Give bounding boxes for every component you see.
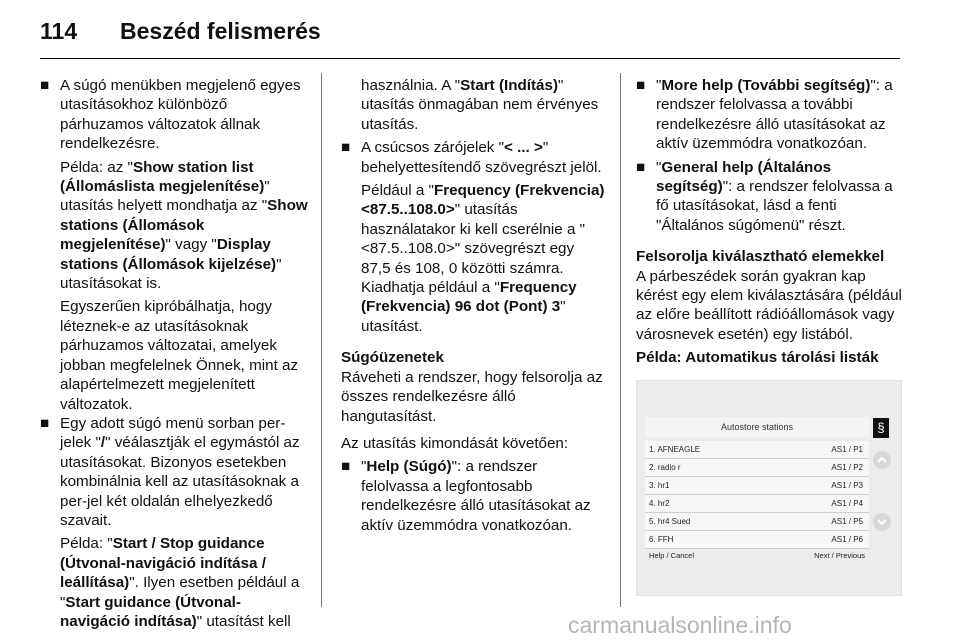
- station-name: 4. hr2: [649, 499, 670, 508]
- bullet-icon: ■: [341, 458, 351, 476]
- page-header: [0, 0, 960, 58]
- paragraph: Az utasítás kimondását követően:: [341, 434, 569, 452]
- station-name: 2. radio r: [649, 463, 681, 472]
- station-name: 3. hr1: [649, 481, 670, 490]
- station-preset: AS1 / P5: [831, 517, 863, 526]
- column-1: [40, 76, 308, 631]
- bullet-item: [636, 76, 906, 154]
- bullet-item: [40, 76, 308, 154]
- paragraph: Ráveheti a rendszer, hogy felsorolja az összes rendelkezésre álló hangutasítást.: [341, 368, 603, 425]
- example-paragraph: Példa: "Start / Stop guidance (Útvonal-navigáció indítása / leállítása)". Ilyen esetben például a "Start guidance (Útvonal-navigáció indítása)" utasítást kell: [60, 535, 300, 630]
- paragraph: Egy adott súgó menü sorban per-jelek "/" véálasztják el egymástól az utasításokat. Bizonyos esetekben kombinálnia kell az utasításoknak a per-jel két oldalán elhelyezkedő szavait.: [60, 414, 300, 529]
- next-previous-label: Next / Previous: [814, 551, 865, 560]
- paragraph: A párbeszédek során gyakran kap kérést egy elem kiválasztására (például az előre beállított rádióállomások vagy városnevek esetén) egy listából.: [636, 267, 902, 343]
- station-preset: AS1 / P2: [831, 463, 863, 472]
- bullet-item: [40, 414, 308, 530]
- column-2: [341, 76, 605, 535]
- bullet-icon: ■: [40, 414, 50, 432]
- display-screenshot: [636, 380, 902, 596]
- paragraph: "General help (Általános segítség)": a rendszer felolvassa a fő utasításokat, lásd a fenti "Általános súgómenü" részt.: [656, 158, 893, 234]
- paragraph: "More help (További segítség)": a rendszer felolvassa a további rendelkezésre álló utasításokat az aktív üzemmódra vonatkozóan.: [656, 77, 893, 153]
- station-preset: AS1 / P6: [831, 535, 863, 544]
- bullet-icon: ■: [636, 77, 646, 94]
- paragraph: Egyszerűen kipróbálhatja, hogy léteznek-e az utasításoknak párhuzamos változatai, amelyek jobban megfelelnek Önnek, mint az alapértelmezett megjelenített változatok.: [60, 298, 299, 413]
- station-row[interactable]: [645, 531, 869, 549]
- station-row[interactable]: [645, 495, 869, 513]
- station-name: 6. FFH: [649, 535, 674, 544]
- section-heading: Példa: Automatikus tárolási listák: [636, 349, 879, 367]
- watermark: carmanualsonline.info: [568, 612, 792, 638]
- scroll-down-icon[interactable]: [873, 513, 891, 531]
- page-title: Beszéd felismerés: [120, 18, 321, 44]
- station-name: 5. hr4 Sued: [649, 517, 691, 526]
- screen-title: Autostore stations: [645, 417, 869, 437]
- page-number: 114: [40, 18, 78, 44]
- example-paragraph: Például a "Frequency (Frekvencia) <87.5..108.0>" utasítás használatakor ki kell cserélnie a "<87.5..108.0>" szövegrészt egy 87,5 és 108, 0 közötti számra. Kiadhatja például a "Frequency (Frekvencia) 96 dot (Pont) 3" utasítást.: [361, 182, 605, 335]
- paragraph: használnia. A "Start (Indítás)" utasítás önmagában nem érvényes utasítás.: [361, 77, 599, 133]
- station-list: [645, 441, 869, 563]
- station-row[interactable]: [645, 513, 869, 531]
- station-preset: AS1 / P1: [831, 445, 863, 454]
- column-3: [636, 76, 906, 368]
- column-divider-2: [620, 73, 621, 607]
- bullet-item: [341, 138, 605, 177]
- paragraph: "Help (Súgó)": a rendszer felolvassa a legfontosabb rendelkezésre álló utasításokat az aktív üzemmódra vonatkozóan.: [361, 458, 591, 534]
- station-row[interactable]: [645, 477, 869, 495]
- bullet-icon: ■: [40, 77, 50, 94]
- column-divider-1: [321, 73, 322, 607]
- help-cancel-label: Help / Cancel: [649, 551, 695, 560]
- example-paragraph: Példa: az "Show station list (Állomáslista megjelenítése)" utasítás helyett mondhatja az "Show stations (Állomások megjelenítése)" vagy "Display stations (Állomások kijelzése)" utasításokat is.: [60, 158, 308, 293]
- bullet-item: [341, 457, 605, 535]
- section-heading: Súgóüzenetek: [341, 349, 444, 367]
- bullet-icon: ■: [636, 158, 646, 176]
- paragraph: A csúcsos zárójelek "< ... >" behelyettesítendő szövegrészt jelöl.: [361, 139, 602, 176]
- header-divider: [40, 58, 900, 59]
- scroll-up-icon[interactable]: [873, 451, 891, 469]
- section-heading: Felsorolja kiválasztható elemekkel: [636, 248, 885, 266]
- speech-icon: §: [873, 418, 889, 438]
- paragraph: A súgó menükben megjelenő egyes utasításokhoz különböző párhuzamos változatok állnak rendelkezésre.: [60, 77, 301, 153]
- station-preset: AS1 / P3: [831, 481, 863, 490]
- station-row[interactable]: [645, 459, 869, 477]
- screen-footer: [645, 549, 869, 563]
- station-row[interactable]: [645, 441, 869, 459]
- bullet-icon: ■: [341, 139, 351, 157]
- bullet-item: [636, 158, 906, 236]
- station-preset: AS1 / P4: [831, 499, 863, 508]
- station-name: 1. AFNEAGLE: [649, 445, 701, 454]
